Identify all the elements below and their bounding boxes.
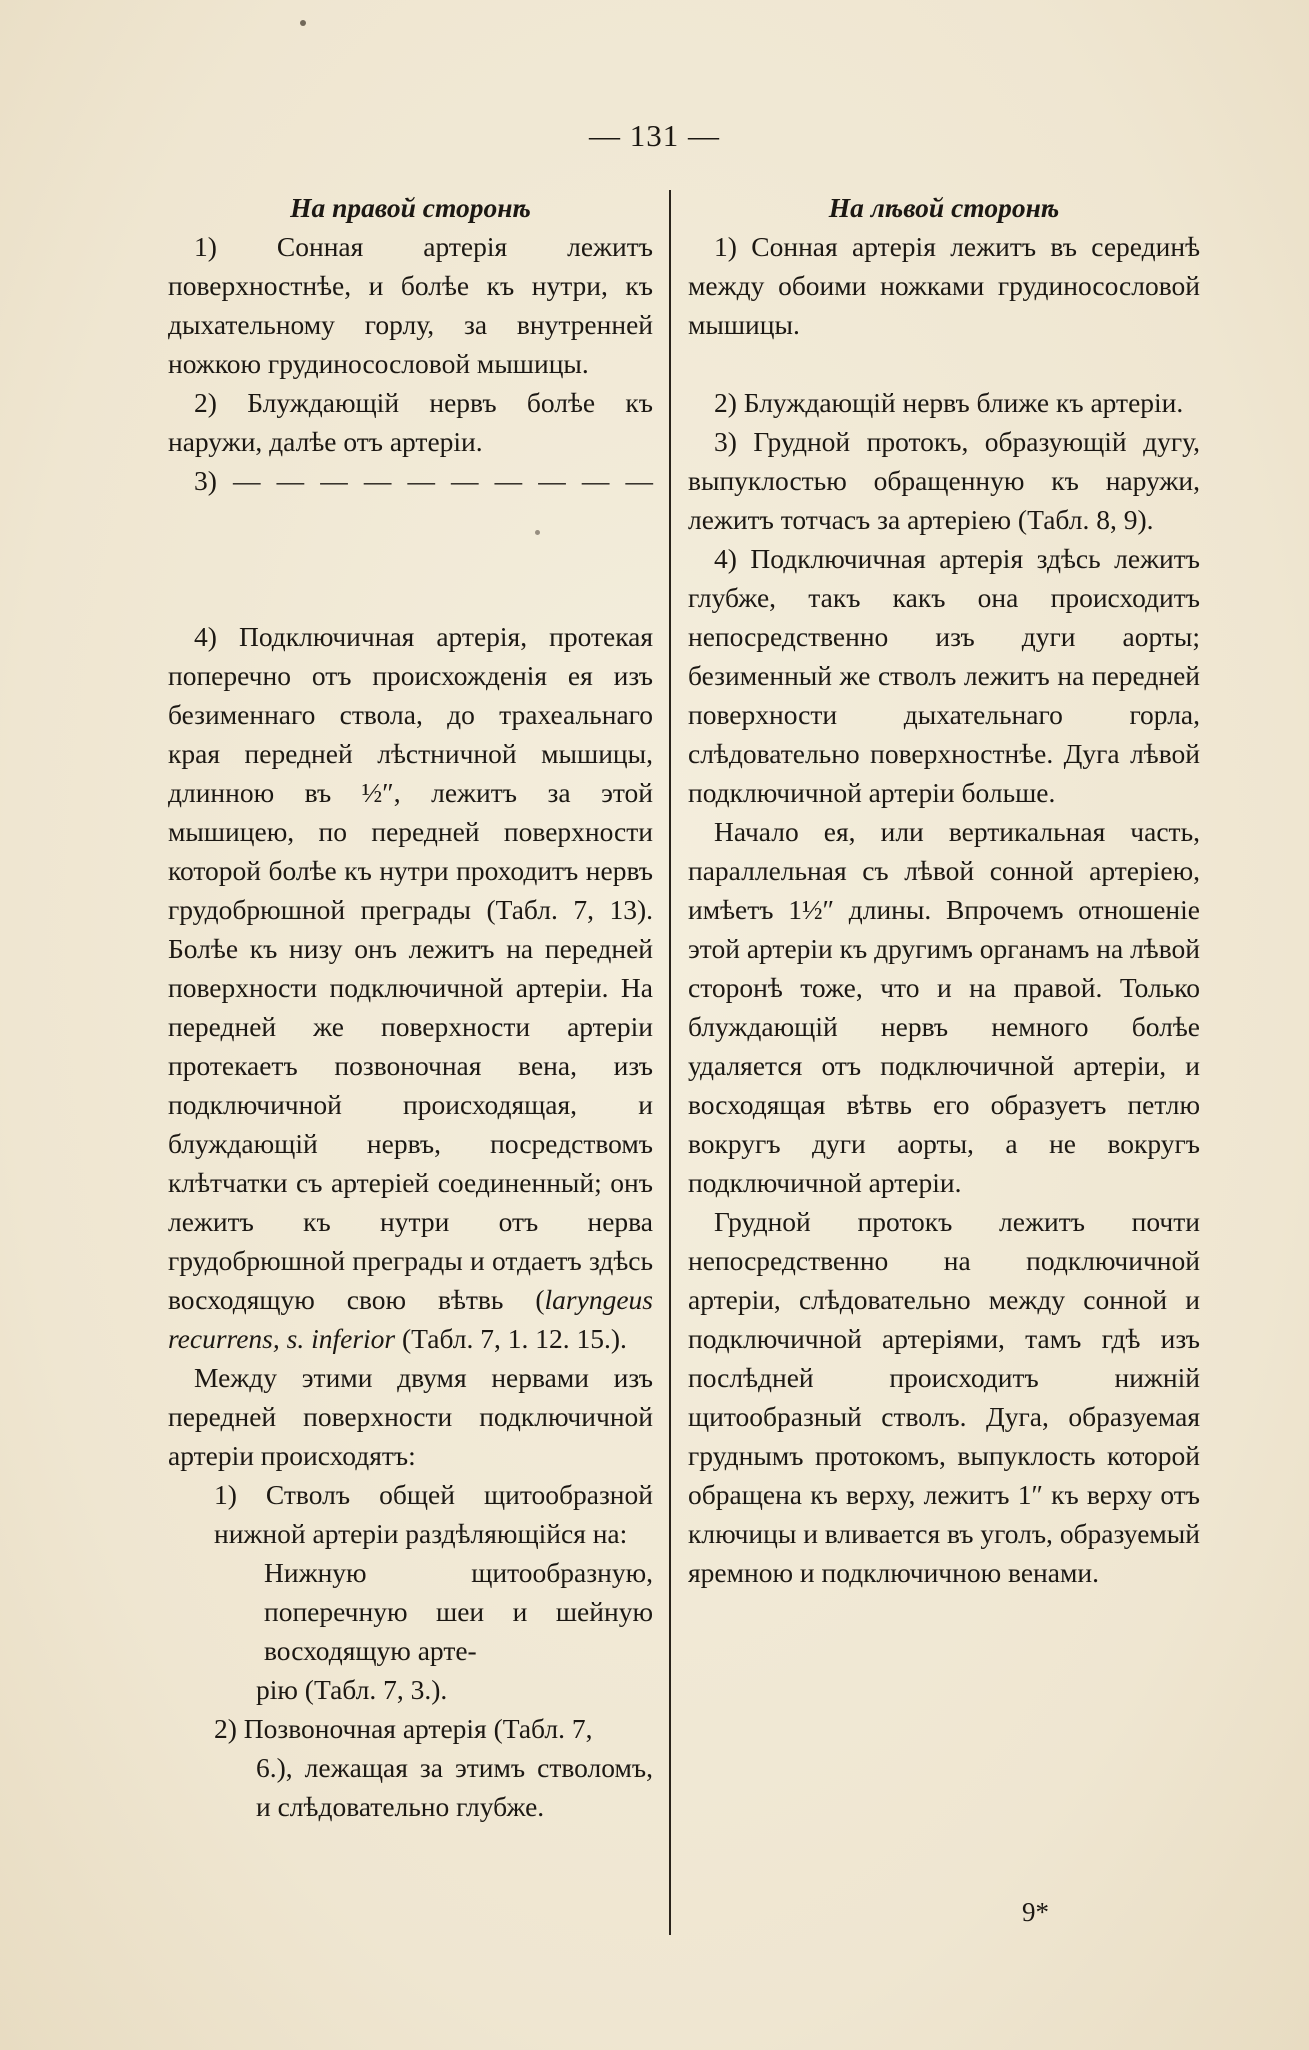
left-paragraph-1: 1) Сонная артерія лежитъ поверхностнѣе, и болѣе къ нутри, къ дыхательному горлу, за внутренней ножкою грудиносословой мышицы. xyxy=(168,231,653,379)
right-paragraph-3: 3) Грудной протокъ, образующій дугу, выпуклостью обращенную къ наружи, лежитъ тотчасъ за артеріею (Табл. 8, 9). xyxy=(688,426,1200,535)
right-paragraph-5: Начало ея, или вертикальная часть, параллельная съ лѣвой сонной артеріею, имѣетъ 1½″ длины. Впрочемъ отношеніе этой артеріи къ другимъ органамъ на лѣвой сторонѣ тоже, что и на правой. Только блуждающій нервъ немного болѣе удаляется отъ подключичной артеріи, и восходящая вѣтвь его образуетъ петлю вокругъ дуги аорты, а не вокругъ подключичной артеріи. xyxy=(688,816,1200,1198)
right-paragraph-2: 2) Блуждающій нервъ ближе къ артеріи. xyxy=(714,387,1184,418)
column-divider xyxy=(669,190,671,1935)
list-item-1: 1) Стволъ общей щитообразной нижной артеріи раздѣляющійся на: xyxy=(214,1479,653,1549)
list-item-2-end: 6.), лежащая за этимъ стволомъ, и слѣдовательно глубже. xyxy=(256,1752,653,1822)
list-item-2: 2) Позвоночная артерія (Табл. 7, xyxy=(214,1713,593,1744)
blank-space xyxy=(168,500,653,617)
right-paragraph-1: 1) Сонная артерія лежитъ въ серединѣ между обоими ножками грудиносословой мышицы. xyxy=(688,231,1200,340)
signature-mark: 9* xyxy=(1022,1897,1049,1927)
left-paragraph-2: 2) Блуждающій нервъ болѣе къ наружи, далѣе отъ артеріи. xyxy=(168,387,653,457)
right-paragraph-6: Грудной протокъ лежитъ почти непосредственно на подключичной артеріи, слѣдовательно между сонной и подключичной артеріями, тамъ гдѣ изъ послѣдней происходитъ нижній щитообразный стволъ. Дуга, образуемая груднымъ протокомъ, выпуклость которой обращена къ верху, лежитъ 1″ къ верху отъ ключицы и вливается въ уголъ, образуемый яремною и подключичною венами. xyxy=(688,1206,1200,1588)
left-column-title: На правой сторонѣ xyxy=(290,192,531,223)
left-paragraph-4-text: 4) Подключичная артерія, протекая поперечно отъ происхожденія ея изъ безименнаго ствола, до трахеальнаго края передней лѣстничной мышицы, длинною въ ½″, лежитъ за этой мышицею, по передней поверхности которой болѣе къ нутри проходитъ нервъ грудобрюшной преграды (Табл. 7, 13). Болѣе къ низу онъ лежитъ на передней поверхности подключичной артеріи. На передней же поверхности артеріи протекаетъ позвоночная вена, изъ подключичной происходящая, и блуждающій нервъ, посредствомъ клѣтчатки съ артеріей соединенный; онъ лежитъ къ нутри отъ нерва грудобрюшной преграды и отдаетъ здѣсь восходящую свою вѣтвь ( xyxy=(168,621,653,1315)
left-paragraph-3: 3) — — — — — — — — — — xyxy=(194,465,653,496)
right-column-title: На лѣвой сторонѣ xyxy=(828,192,1060,223)
latin-term: laryngeus recurrens, s. inferior xyxy=(168,1284,653,1354)
list-item-1-end: рію (Табл. 7, 3.). xyxy=(256,1674,448,1705)
right-column xyxy=(688,188,1200,1592)
left-paragraph-5: Между этими двумя нервами изъ передней поверхности подключичной артеріи происходятъ: xyxy=(168,1362,653,1471)
left-column xyxy=(168,188,653,1826)
page-number: — 131 — xyxy=(589,118,720,153)
right-paragraph-4: 4) Подключичная артерія здѣсь лежитъ глубже, такъ какъ она происходитъ непосредственно изъ дуги аорты; безименный же стволъ лежитъ на передней поверхности дыхательнаго горла, слѣдовательно поверхностнѣе. Дуга лѣвой подключичной артеріи больше. xyxy=(688,543,1200,808)
left-paragraph-4 xyxy=(168,617,653,1358)
ink-speck xyxy=(300,20,306,26)
left-paragraph-4-end: (Табл. 7, 1. 12. 15.). xyxy=(395,1323,627,1354)
list-item-1-sub: Нижную щитообразную, поперечную шеи и шейную восходящую арте- xyxy=(264,1557,653,1666)
blank-space xyxy=(688,344,1200,383)
